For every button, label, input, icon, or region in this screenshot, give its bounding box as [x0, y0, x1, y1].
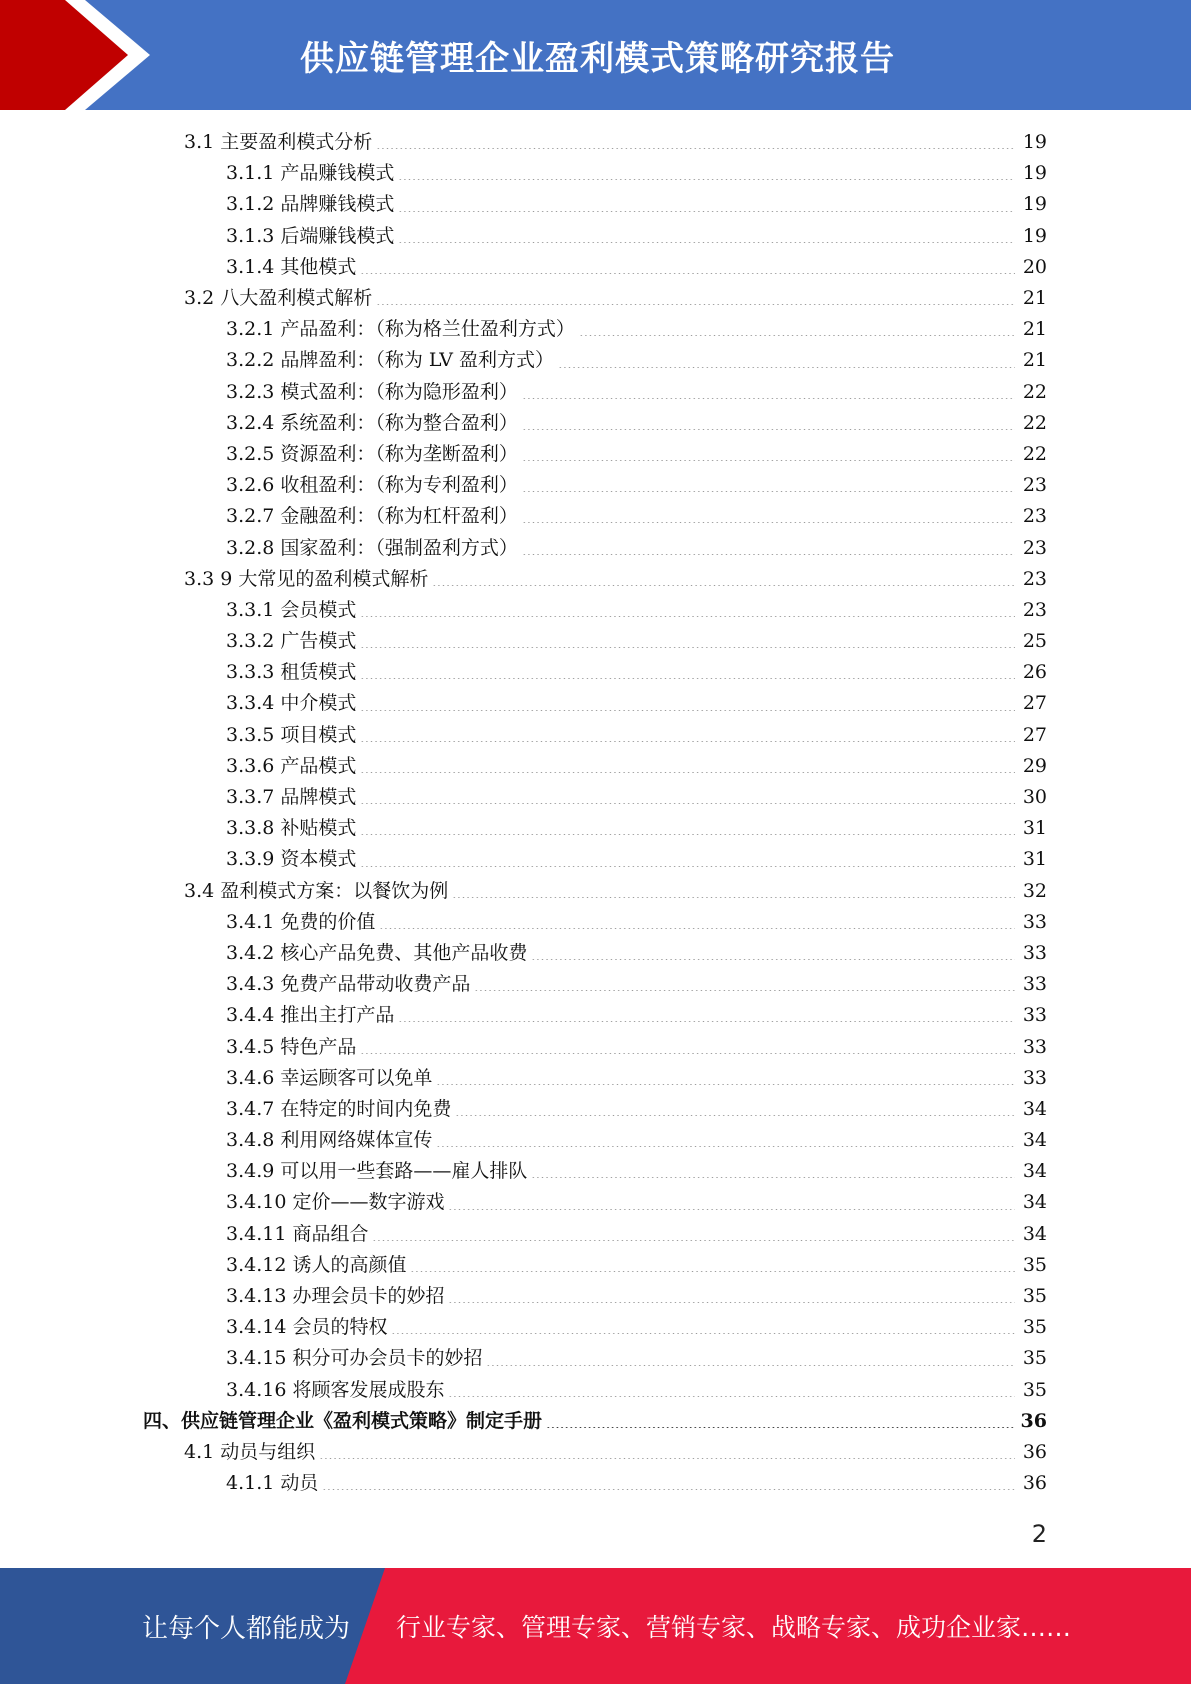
- toc-dot-leader: [322, 1489, 1015, 1490]
- toc-dot-leader: [398, 242, 1015, 243]
- toc-entry[interactable]: [0, 252, 1191, 283]
- toc-entry-title: 4.1 动员与组织: [184, 1440, 316, 1463]
- toc-entry-page: 36: [1020, 1409, 1047, 1432]
- toc-dot-leader: [360, 741, 1015, 742]
- toc-entry-title: 3.1.3 后端赚钱模式: [226, 224, 395, 247]
- toc-entry[interactable]: [0, 314, 1191, 345]
- toc-dot-leader: [522, 491, 1015, 492]
- toc-dot-leader: [522, 429, 1015, 430]
- toc-entry-title: 3.2.1 产品盈利：（称为格兰仕盈利方式）: [226, 318, 575, 341]
- toc-entry-page: 33: [1022, 1066, 1047, 1089]
- toc-entry[interactable]: [0, 595, 1191, 626]
- toc-entry-page: 34: [1022, 1097, 1047, 1120]
- toc-entry[interactable]: [0, 564, 1191, 595]
- toc-entry-title: 四、供应链管理企业《盈利模式策略》制定手册: [143, 1409, 543, 1432]
- toc-dot-leader: [531, 959, 1015, 960]
- toc-entry-page: 23: [1022, 567, 1047, 590]
- toc-entry-title: 3.3.5 项目模式: [226, 723, 357, 746]
- toc-entry-title: 3.3.7 品牌模式: [226, 786, 357, 809]
- toc-entry-page: 21: [1022, 349, 1047, 372]
- toc-entry[interactable]: [0, 969, 1191, 1000]
- toc-entry-page: 32: [1022, 879, 1047, 902]
- toc-entry-page: 23: [1022, 536, 1047, 559]
- toc-entry[interactable]: [0, 1031, 1191, 1062]
- toc-entry-title: 3.3.4 中介模式: [226, 692, 357, 715]
- toc-entry-page: 27: [1022, 692, 1047, 715]
- toc-entry-title: 3.4.15 积分可办会员卡的妙招: [226, 1347, 483, 1370]
- toc-entry[interactable]: [0, 813, 1191, 844]
- toc-entry-title: 3.2.5 资源盈利：（称为垄断盈利）: [226, 442, 518, 465]
- toc-entry-page: 35: [1022, 1347, 1047, 1370]
- toc-dot-leader: [474, 990, 1015, 991]
- toc-entry-title: 3.3.9 资本模式: [226, 848, 357, 871]
- toc-entry-page: 23: [1022, 598, 1047, 621]
- toc-dot-leader: [432, 585, 1015, 586]
- toc-entry-title: 3.4.13 办理会员卡的妙招: [226, 1285, 445, 1308]
- toc-entry-page: 19: [1022, 131, 1047, 154]
- toc-entry-page: 34: [1022, 1160, 1047, 1183]
- toc-entry-page: 33: [1022, 941, 1047, 964]
- toc-dot-leader: [360, 803, 1015, 804]
- toc-entry[interactable]: [0, 1187, 1191, 1218]
- toc-entry[interactable]: [0, 938, 1191, 969]
- toc-entry[interactable]: [0, 782, 1191, 813]
- toc-entry-page: 23: [1022, 474, 1047, 497]
- toc-dot-leader: [522, 460, 1015, 461]
- toc-entry[interactable]: [0, 751, 1191, 782]
- toc-dot-leader: [522, 522, 1015, 523]
- toc-entry-title: 3.4.10 定价——数字游戏: [226, 1191, 445, 1214]
- toc-entry[interactable]: [0, 688, 1191, 719]
- toc-entry-page: 33: [1022, 973, 1047, 996]
- toc-entry-page: 19: [1022, 193, 1047, 216]
- toc-dot-leader: [360, 834, 1015, 835]
- toc-entry-title: 3.2.3 模式盈利：（称为隐形盈利）: [226, 380, 518, 403]
- toc-entry-page: 33: [1022, 910, 1047, 933]
- footer-slogan-right: 行业专家、管理专家、营销专家、战略专家、成功企业家……: [396, 1613, 1072, 1642]
- toc-entry[interactable]: [0, 1219, 1191, 1250]
- toc-entry-page: 22: [1022, 411, 1047, 434]
- toc-entry-title: 3.4.14 会员的特权: [226, 1316, 388, 1339]
- toc-entry-title: 3.2.7 金融盈利：（称为杠杆盈利）: [226, 505, 518, 528]
- toc-dot-leader: [398, 1021, 1015, 1022]
- toc-dot-leader: [448, 1302, 1015, 1303]
- toc-dot-leader: [579, 335, 1015, 336]
- toc-entry-title: 3.1.1 产品赚钱模式: [226, 162, 395, 185]
- toc-entry[interactable]: [0, 1375, 1191, 1406]
- toc-entry[interactable]: [0, 221, 1191, 252]
- header-banner: [0, 0, 1191, 110]
- toc-entry-title: 3.1 主要盈利模式分析: [184, 131, 373, 154]
- toc-entry-page: 23: [1022, 505, 1047, 528]
- toc-entry-page: 21: [1022, 318, 1047, 341]
- toc-dot-leader: [360, 772, 1015, 773]
- toc-entry[interactable]: [0, 1063, 1191, 1094]
- toc-entry[interactable]: [0, 1250, 1191, 1281]
- toc-dot-leader: [360, 678, 1015, 679]
- toc-entry[interactable]: [0, 1156, 1191, 1187]
- header-arrow-icon: [0, 0, 160, 110]
- toc-entry-title: 3.4.2 核心产品免费、其他产品收费: [226, 941, 528, 964]
- toc-entry[interactable]: [0, 1000, 1191, 1031]
- toc-entry-page: 25: [1022, 630, 1047, 653]
- toc-entry-title: 3.4.6 幸运顾客可以免单: [226, 1066, 433, 1089]
- toc-entry[interactable]: [0, 626, 1191, 657]
- toc-dot-leader: [376, 148, 1015, 149]
- toc-entry-page: 22: [1022, 442, 1047, 465]
- toc-entry[interactable]: [0, 470, 1191, 501]
- toc-entry[interactable]: [0, 1406, 1191, 1437]
- toc-dot-leader: [410, 1271, 1015, 1272]
- toc-dot-leader: [522, 398, 1015, 399]
- toc-entry[interactable]: [0, 1281, 1191, 1312]
- toc-entry-title: 3.3.1 会员模式: [226, 598, 357, 621]
- toc-dot-leader: [436, 1146, 1015, 1147]
- toc-entry[interactable]: [0, 1437, 1191, 1468]
- toc-dot-leader: [319, 1458, 1015, 1459]
- toc-entry[interactable]: [0, 1468, 1191, 1499]
- toc-entry[interactable]: [0, 876, 1191, 907]
- toc-dot-leader: [372, 1240, 1015, 1241]
- toc-entry-page: 33: [1022, 1035, 1047, 1058]
- toc-entry-page: 26: [1022, 661, 1047, 684]
- page-number: 2: [1031, 1520, 1047, 1548]
- toc-entry-page: 36: [1022, 1472, 1047, 1495]
- toc-entry-page: 29: [1022, 754, 1047, 777]
- toc-entry[interactable]: [0, 1125, 1191, 1156]
- toc-entry-page: 34: [1022, 1222, 1047, 1245]
- toc-entry-page: 19: [1022, 224, 1047, 247]
- toc-entry-page: 19: [1022, 162, 1047, 185]
- footer-slogan-left: 让每个人都能成为: [142, 1613, 351, 1644]
- toc-entry-title: 3.4 盈利模式方案：以餐饮为例: [184, 879, 449, 902]
- toc-dot-leader: [360, 710, 1015, 711]
- toc-entry[interactable]: [0, 657, 1191, 688]
- toc-entry-title: 3.2.4 系统盈利：（称为整合盈利）: [226, 411, 518, 434]
- toc-entry-title: 3.1.2 品牌赚钱模式: [226, 193, 395, 216]
- toc-dot-leader: [360, 273, 1015, 274]
- toc-entry-page: 27: [1022, 723, 1047, 746]
- toc-entry[interactable]: [0, 189, 1191, 220]
- toc-dot-leader: [486, 1365, 1015, 1366]
- toc-entry-title: 3.4.11 商品组合: [226, 1222, 369, 1245]
- toc-entry[interactable]: [0, 345, 1191, 376]
- toc-entry[interactable]: [0, 1094, 1191, 1125]
- toc-dot-leader: [379, 928, 1015, 929]
- toc-entry-page: 36: [1022, 1440, 1047, 1463]
- toc-dot-leader: [531, 1177, 1015, 1178]
- toc-entry[interactable]: [0, 1312, 1191, 1343]
- table-of-contents: [0, 127, 1191, 1499]
- toc-entry[interactable]: [0, 439, 1191, 470]
- toc-entry[interactable]: [0, 532, 1191, 563]
- toc-dot-leader: [398, 211, 1015, 212]
- toc-entry-title: 3.3.3 租赁模式: [226, 661, 357, 684]
- footer-banner: [0, 1568, 1191, 1684]
- toc-entry-page: 31: [1022, 848, 1047, 871]
- toc-entry-page: 35: [1022, 1316, 1047, 1339]
- toc-entry-title: 3.4.7 在特定的时间内免费: [226, 1097, 452, 1120]
- toc-dot-leader: [376, 304, 1015, 305]
- toc-entry-page: 33: [1022, 1004, 1047, 1027]
- toc-dot-leader: [448, 1396, 1015, 1397]
- toc-entry-page: 35: [1022, 1378, 1047, 1401]
- toc-entry-title: 3.2.8 国家盈利：（强制盈利方式）: [226, 536, 518, 559]
- toc-entry-page: 22: [1022, 380, 1047, 403]
- toc-entry-page: 31: [1022, 817, 1047, 840]
- toc-dot-leader: [522, 554, 1015, 555]
- toc-dot-leader: [436, 1084, 1015, 1085]
- toc-dot-leader: [398, 179, 1015, 180]
- toc-entry[interactable]: [0, 1343, 1191, 1374]
- toc-entry[interactable]: [0, 501, 1191, 532]
- toc-dot-leader: [360, 1053, 1015, 1054]
- toc-entry-title: 3.4.1 免费的价值: [226, 910, 376, 933]
- toc-entry-title: 3.1.4 其他模式: [226, 255, 357, 278]
- toc-entry-title: 4.1.1 动员: [226, 1472, 319, 1495]
- toc-dot-leader: [448, 1209, 1015, 1210]
- toc-entry-title: 3.4.9 可以用一些套路——雇人排队: [226, 1160, 528, 1183]
- toc-entry[interactable]: [0, 720, 1191, 751]
- toc-entry-title: 3.4.5 特色产品: [226, 1035, 357, 1058]
- toc-entry[interactable]: [0, 844, 1191, 875]
- toc-entry-page: 34: [1022, 1129, 1047, 1152]
- toc-entry-title: 3.4.16 将顾客发展成股东: [226, 1378, 445, 1401]
- toc-entry-title: 3.4.4 推出主打产品: [226, 1004, 395, 1027]
- toc-entry[interactable]: [0, 127, 1191, 158]
- toc-entry-title: 3.2 八大盈利模式解析: [184, 287, 373, 310]
- toc-entry-title: 3.4.12 诱人的高颜值: [226, 1253, 407, 1276]
- toc-entry-title: 3.2.2 品牌盈利：（称为 LV 盈利方式）: [226, 349, 555, 372]
- toc-entry[interactable]: [0, 907, 1191, 938]
- toc-entry-page: 34: [1022, 1191, 1047, 1214]
- toc-entry-page: 35: [1022, 1253, 1047, 1276]
- toc-dot-leader: [360, 866, 1015, 867]
- toc-dot-leader: [452, 897, 1015, 898]
- toc-entry[interactable]: [0, 283, 1191, 314]
- toc-entry-title: 3.4.8 利用网络媒体宣传: [226, 1129, 433, 1152]
- toc-dot-leader: [558, 367, 1015, 368]
- toc-entry-title: 3.3.2 广告模式: [226, 630, 357, 653]
- toc-dot-leader: [360, 616, 1015, 617]
- toc-entry[interactable]: [0, 158, 1191, 189]
- toc-entry[interactable]: [0, 408, 1191, 439]
- toc-entry[interactable]: [0, 377, 1191, 408]
- toc-entry-title: 3.2.6 收租盈利：（称为专利盈利）: [226, 474, 518, 497]
- document-title: 供应链管理企业盈利模式策略研究报告: [300, 38, 895, 79]
- toc-dot-leader: [546, 1427, 1015, 1428]
- toc-dot-leader: [360, 647, 1015, 648]
- toc-entry-page: 30: [1022, 786, 1047, 809]
- toc-entry-title: 3.4.3 免费产品带动收费产品: [226, 973, 471, 996]
- toc-dot-leader: [455, 1115, 1015, 1116]
- toc-entry-title: 3.3.6 产品模式: [226, 754, 357, 777]
- toc-dot-leader: [391, 1333, 1015, 1334]
- toc-entry-page: 35: [1022, 1285, 1047, 1308]
- toc-entry-title: 3.3 9 大常见的盈利模式解析: [184, 567, 429, 590]
- toc-entry-page: 21: [1022, 287, 1047, 310]
- toc-entry-page: 20: [1022, 255, 1047, 278]
- toc-entry-title: 3.3.8 补贴模式: [226, 817, 357, 840]
